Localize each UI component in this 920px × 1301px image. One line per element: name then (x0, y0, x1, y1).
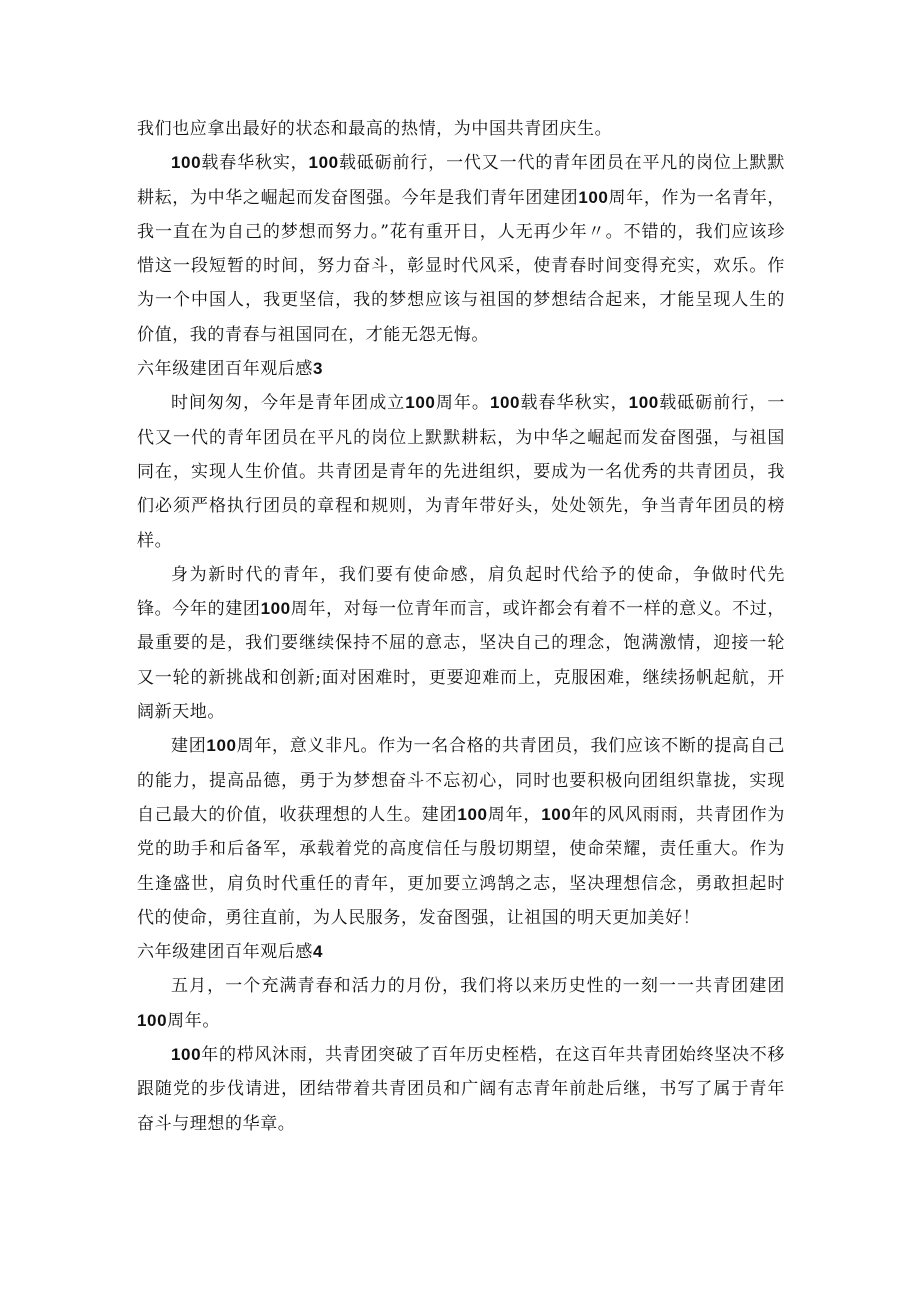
paragraph-continued: 我们也应拿出最好的状态和最高的热情，为中国共青团庆生。 (137, 119, 613, 139)
section-heading-3: 六年级建团百年观后感3 (137, 359, 324, 380)
section-heading-4: 六年级建团百年观后感4 (137, 942, 324, 963)
paragraph: 五月，一个充满青春和活力的月份，我们将以来历史性的一刻一一共青团建团100周年。 (137, 976, 785, 1031)
paragraph: 身为新时代的青年，我们要有使命感，肩负起时代给予的使命，争做时代先锋。今年的建团100周年，对每一位青年而言，或许都会有着不一样的意义。不过，最重要的是，我们要继续保持不屈的意志，坚决自己的理念，饱满激情，迎接一轮又一轮的新挑战和创新;面对困难时，更要迎难而上，克服困难，继续扬帆起航，开阔新天地。 (137, 564, 785, 723)
paragraph: 100年的栉风沐雨，共青团突破了百年历史桎梏，在这百年共青团始终坚决不移跟随党的步伐请进，团结带着共青团员和广阔有志青年前赴后继，书写了属于青年奋斗与理想的华章。 (137, 1045, 785, 1134)
document-body (137, 112, 785, 1141)
paragraph: 100载春华秋实，100载砥砺前行，一代又一代的青年团员在平凡的岗位上默默耕耘，为中华之崛起而发奋图强。今年是我们青年团建团100周年，作为一名青年，我一直在为自己的梦想而努力。”花有重开日，人无再少年〃。不错的，我们应该珍惜这一段短暂的时间，努力奋斗，彰显时代风采，使青春时间变得充实，欢乐。作为一个中国人，我更坚信，我的梦想应该与祖国的梦想结合起来，才能呈现人生的价值，我的青春与祖国同在，才能无怨无悔。 (137, 153, 786, 345)
paragraph: 时间匆匆，今年是青年团成立100周年。100载春华秋实，100载砥砺前行，一代又一代的青年团员在平凡的岗位上默默耕耘，为中华之崛起而发奋图强，与祖国同在，实现人生价值。共青团是青年的先进组织，要成为一名优秀的共青团员，我们必须严格执行团员的章程和规则，为青年带好头，处处领先，争当青年团员的榜样。 (137, 393, 785, 551)
paragraph: 建团100周年，意义非凡。作为一名合格的共青团员，我们应该不断的提高自己的能力，提高品德，勇于为梦想奋斗不忘初心，同时也要积极向团组织靠拢，实现自己最大的价值，收获理想的人生。建团100周年，100年的风风雨雨，共青团作为党的助手和后备军，承载着党的高度信任与殷切期望，使命荣耀，责任重大。作为生逢盛世，肩负时代重任的青年，更加要立鸿鹄之志，坚决理想信念，勇敢担起时代的使命，勇往直前，为人民服务，发奋图强，让祖国的明天更加美好！ (137, 736, 785, 928)
